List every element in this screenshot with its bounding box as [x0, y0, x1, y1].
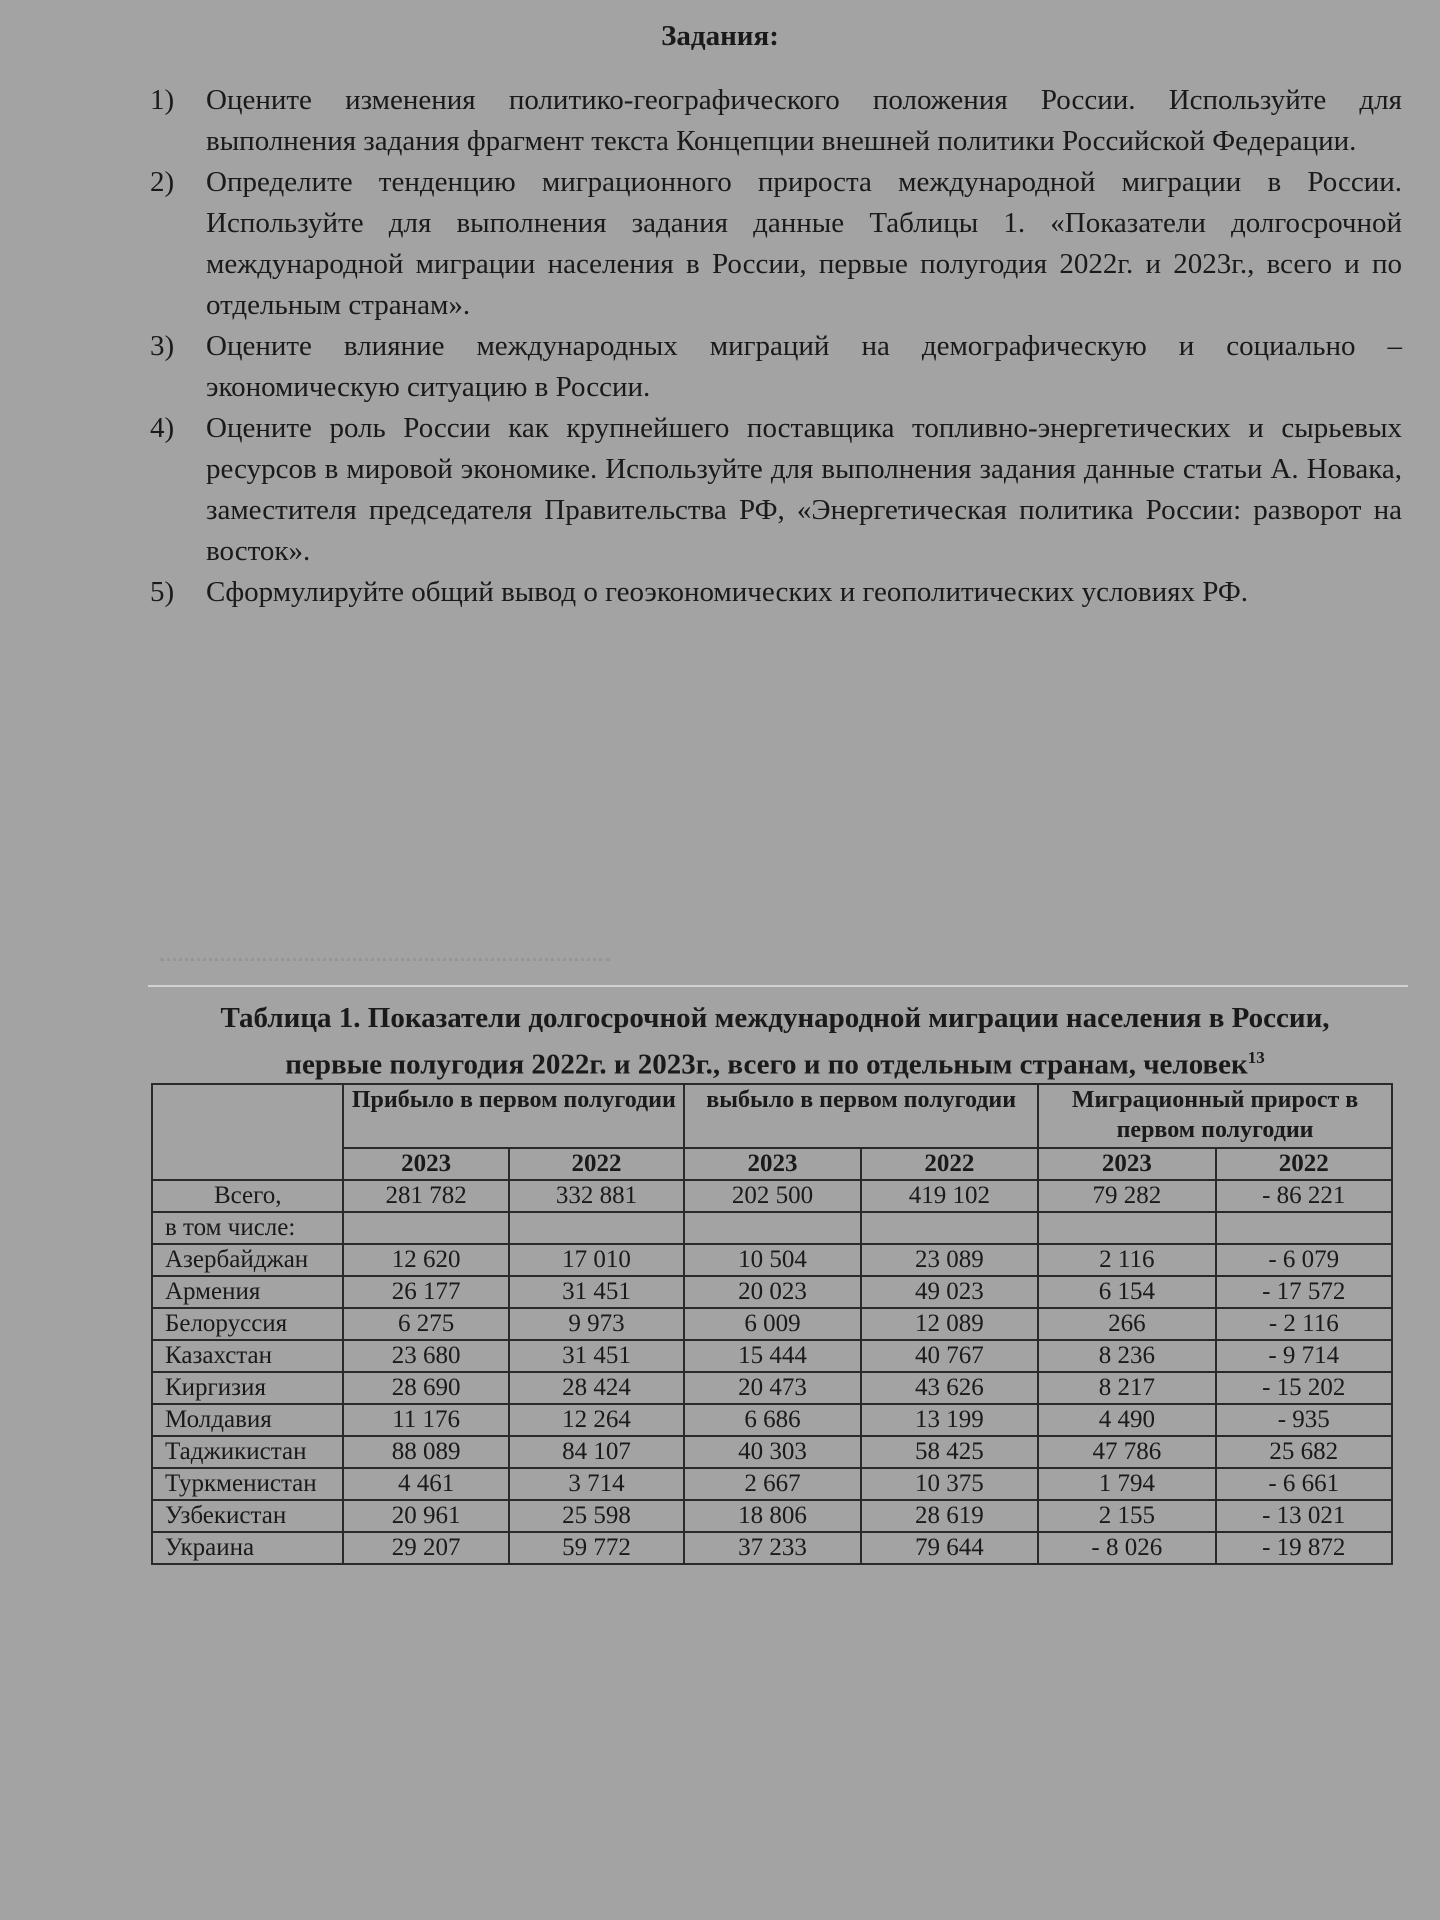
table-cell: 25 598: [509, 1500, 684, 1532]
table-row: [152, 1244, 1392, 1276]
table-row: [152, 1468, 1392, 1500]
table-cell: 25 682: [1216, 1436, 1392, 1468]
table-cell: 17 010: [509, 1244, 684, 1276]
table-cell: 31 451: [509, 1340, 684, 1372]
table-cell: 79 644: [861, 1532, 1038, 1564]
table-cell: - 935: [1216, 1404, 1392, 1436]
table-cell: 332 881: [509, 1180, 684, 1212]
task-number: 3): [150, 330, 175, 362]
task-text: Сформулируйте общий вывод о геоэкономических и геополитических условиях РФ.: [206, 576, 1249, 608]
table-cell: 28 619: [861, 1500, 1038, 1532]
table-cell: 12 089: [861, 1308, 1038, 1340]
row-label: в том числе:: [152, 1212, 343, 1244]
header-net-migration: Миграционный прирост в первом полугодии: [1038, 1084, 1392, 1148]
table-cell: 12 620: [343, 1244, 508, 1276]
table-row: [152, 1276, 1392, 1308]
task-number: 1): [150, 84, 175, 116]
table-cell: - 86 221: [1216, 1180, 1392, 1212]
table-cell: 6 154: [1038, 1276, 1215, 1308]
table-cell: 1 794: [1038, 1468, 1215, 1500]
table-cell: - 13 021: [1216, 1500, 1392, 1532]
table-cell: 202 500: [684, 1180, 860, 1212]
year-header: 2022: [509, 1148, 684, 1180]
table-caption-line2: первые полугодия 2022г. и 2023г., всего и по отдельным странам, человек: [285, 1048, 1248, 1081]
table-cell: - 17 572: [1216, 1276, 1392, 1308]
table-cell: [684, 1212, 860, 1244]
task-item: [150, 162, 1402, 326]
table-cell: 88 089: [343, 1436, 508, 1468]
country-name: Азербайджан: [152, 1244, 343, 1276]
table-row: [152, 1308, 1392, 1340]
tasks-title: Задания:: [661, 20, 779, 52]
table-cell: 4 490: [1038, 1404, 1215, 1436]
table-cell: 3 714: [509, 1468, 684, 1500]
task-text: Оцените влияние международных миграций на демографическую и социально – экономическую ситуацию в России.: [206, 330, 1402, 403]
country-name: Казахстан: [152, 1340, 343, 1372]
table-caption: [140, 998, 1410, 1085]
table-cell: - 9 714: [1216, 1340, 1392, 1372]
table-cell: 23 680: [343, 1340, 508, 1372]
country-name: Молдавия: [152, 1404, 343, 1436]
year-header: 2023: [1038, 1148, 1215, 1180]
table-cell: 20 961: [343, 1500, 508, 1532]
table-cell: 281 782: [343, 1180, 508, 1212]
table-cell: [509, 1212, 684, 1244]
table-cell: 58 425: [861, 1436, 1038, 1468]
table-cell: [1216, 1212, 1392, 1244]
page-divider: [148, 985, 1408, 987]
table-cell: 28 690: [343, 1372, 508, 1404]
task-number: 5): [150, 576, 175, 608]
row-label: Всего,: [152, 1180, 343, 1212]
table-cell: 43 626: [861, 1372, 1038, 1404]
table-cell: - 2 116: [1216, 1308, 1392, 1340]
table-row: [152, 1500, 1392, 1532]
table-cell: 419 102: [861, 1180, 1038, 1212]
table-cell: 18 806: [684, 1500, 860, 1532]
task-text: Оцените роль России как крупнейшего поставщика топливно-энергетических и сырьевых ресурсов в мировой экономике. Используйте для выполнения задания данные статьи А. Новака, заместителя председателя Правительства РФ, «Энергетическая политика России: разворот на восток».: [206, 412, 1402, 567]
table-cell: 10 375: [861, 1468, 1038, 1500]
table-header-row: [152, 1084, 1392, 1148]
table-cell: 6 275: [343, 1308, 508, 1340]
task-item: [150, 572, 1402, 613]
table-cell: 8 236: [1038, 1340, 1215, 1372]
table-cell: 2 667: [684, 1468, 860, 1500]
table-row: [152, 1372, 1392, 1404]
table-cell: 266: [1038, 1308, 1215, 1340]
table-cell: 20 023: [684, 1276, 860, 1308]
table-cell: 40 303: [684, 1436, 860, 1468]
table-cell: 28 424: [509, 1372, 684, 1404]
table-cell: 6 009: [684, 1308, 860, 1340]
table-cell: 20 473: [684, 1372, 860, 1404]
country-name: Белоруссия: [152, 1308, 343, 1340]
year-header: 2022: [861, 1148, 1038, 1180]
footnote-marker: 13: [1247, 1048, 1265, 1067]
task-text: Определите тенденцию миграционного прироста международной миграции в России. Используйте для выполнения задания данные Таблицы 1. «Показатели долгосрочной международной миграции населения в России, первые полугодия 2022г. и 2023г., всего и по отдельным странам».: [206, 166, 1402, 321]
table-cell: 49 023: [861, 1276, 1038, 1308]
table-cell: 47 786: [1038, 1436, 1215, 1468]
migration-table: [151, 1083, 1393, 1565]
scan-smudge: [160, 958, 610, 964]
task-item: [150, 80, 1402, 162]
table-row-total: [152, 1180, 1392, 1212]
task-number: 4): [150, 412, 175, 444]
table-cell: 2 116: [1038, 1244, 1215, 1276]
table-cell: [861, 1212, 1038, 1244]
table-cell: - 8 026: [1038, 1532, 1215, 1564]
table-row: [152, 1436, 1392, 1468]
table-cell: 11 176: [343, 1404, 508, 1436]
table-cell: 9 973: [509, 1308, 684, 1340]
table-cell: - 15 202: [1216, 1372, 1392, 1404]
task-item: [150, 408, 1402, 572]
table-cell: 59 772: [509, 1532, 684, 1564]
table-caption-line1: Таблица 1. Показатели долгосрочной международной миграции населения в России,: [220, 1002, 1330, 1034]
table-cell: 29 207: [343, 1532, 508, 1564]
table-cell: - 19 872: [1216, 1532, 1392, 1564]
year-header: 2023: [343, 1148, 508, 1180]
table-cell: 13 199: [861, 1404, 1038, 1436]
table-cell: 40 767: [861, 1340, 1038, 1372]
table-cell: 84 107: [509, 1436, 684, 1468]
task-text: Оцените изменения политико-географического положения России. Используйте для выполнения задания фрагмент текста Концепции внешней политики Российской Федерации.: [206, 84, 1402, 157]
table-cell: 26 177: [343, 1276, 508, 1308]
table-row: [152, 1404, 1392, 1436]
task-item: [150, 326, 1402, 408]
table-row-including: [152, 1212, 1392, 1244]
table-cell: 31 451: [509, 1276, 684, 1308]
header-departed: выбыло в первом полугодии: [684, 1084, 1038, 1148]
table-cell: 12 264: [509, 1404, 684, 1436]
country-name: Туркменистан: [152, 1468, 343, 1500]
table-cell: - 6 079: [1216, 1244, 1392, 1276]
country-name: Киргизия: [152, 1372, 343, 1404]
table-cell: 6 686: [684, 1404, 860, 1436]
table-cell: - 6 661: [1216, 1468, 1392, 1500]
table-cell: 79 282: [1038, 1180, 1215, 1212]
table-cell: 23 089: [861, 1244, 1038, 1276]
country-name: Украина: [152, 1532, 343, 1564]
header-arrived: Прибыло в первом полугодии: [343, 1084, 684, 1148]
header-empty-cell: [152, 1084, 343, 1180]
year-header: 2023: [684, 1148, 860, 1180]
table-cell: 15 444: [684, 1340, 860, 1372]
table-cell: 37 233: [684, 1532, 860, 1564]
table-cell: 2 155: [1038, 1500, 1215, 1532]
task-list: [150, 80, 1402, 613]
table-row: [152, 1532, 1392, 1564]
table-cell: 8 217: [1038, 1372, 1215, 1404]
country-name: Армения: [152, 1276, 343, 1308]
table-cell: 4 461: [343, 1468, 508, 1500]
table-cell: 10 504: [684, 1244, 860, 1276]
table-cell: [343, 1212, 508, 1244]
country-name: Узбекистан: [152, 1500, 343, 1532]
table-row: [152, 1340, 1392, 1372]
task-number: 2): [150, 166, 175, 198]
country-name: Таджикистан: [152, 1436, 343, 1468]
table-cell: [1038, 1212, 1215, 1244]
year-header: 2022: [1216, 1148, 1392, 1180]
